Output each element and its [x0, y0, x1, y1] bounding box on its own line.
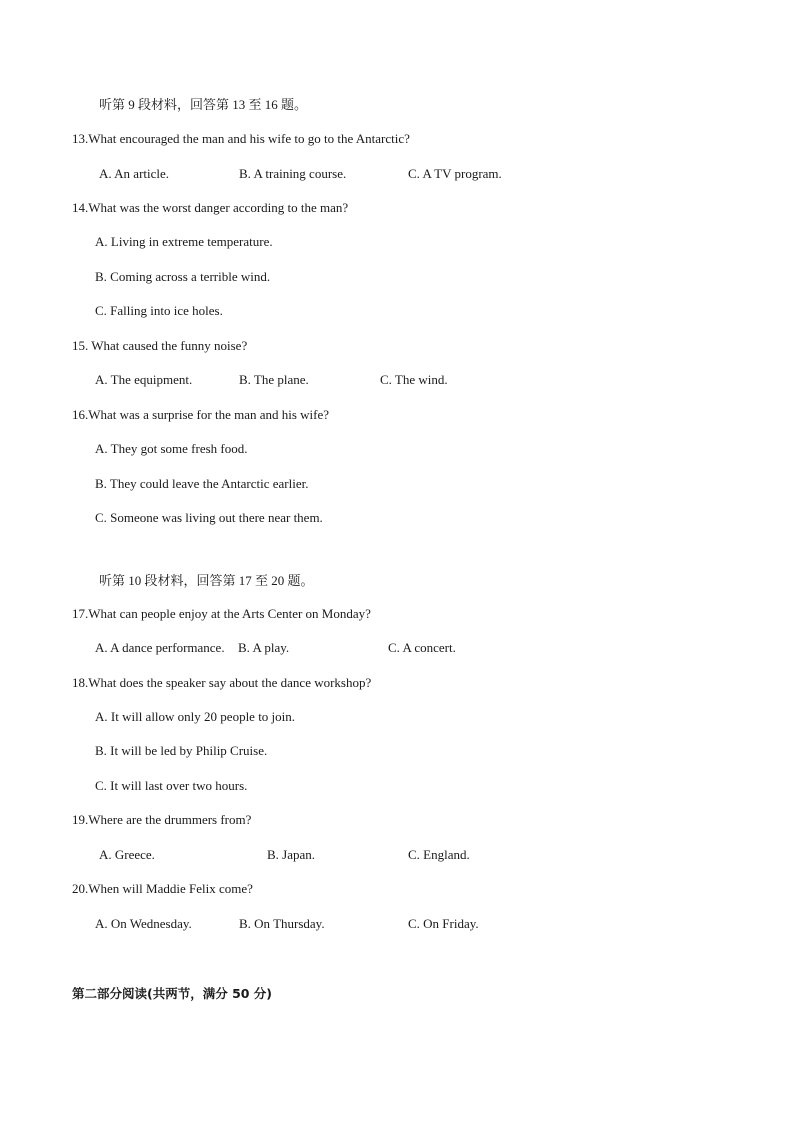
- option-13-a: A. An article.: [99, 166, 170, 181]
- option-14-a: A. Living in extreme temperature.: [95, 234, 273, 249]
- option-13-b: B. A training course.: [239, 166, 347, 181]
- question-13: 13.What encouraged the man and his wife to go to the Antarctic?: [72, 131, 410, 146]
- question-18: 18.What does the speaker say about the dance workshop?: [72, 675, 372, 690]
- option-13-c: C. A TV program.: [408, 166, 502, 181]
- option-16-a: A. They got some fresh food.: [95, 441, 248, 456]
- option-16-b: B. They could leave the Antarctic earlier.: [95, 476, 309, 491]
- option-14-b: B. Coming across a terrible wind.: [95, 269, 271, 284]
- question-17: 17.What can people enjoy at the Arts Center on Monday?: [72, 606, 371, 621]
- option-18-b: B. It will be led by Philip Cruise.: [95, 743, 268, 758]
- option-20-b: B. On Thursday.: [239, 916, 325, 931]
- question-16: 16.What was a surprise for the man and his wife?: [72, 407, 330, 422]
- option-19-c: C. England.: [408, 847, 470, 862]
- option-20-c: C. On Friday.: [408, 916, 479, 931]
- option-18-a: A. It will allow only 20 people to join.: [95, 709, 296, 724]
- option-17-c: C. A concert.: [388, 640, 456, 655]
- option-15-c: C. The wind.: [380, 372, 448, 387]
- question-19: 19.Where are the drummers from?: [72, 812, 252, 827]
- option-17-a: A. A dance performance.: [95, 640, 225, 655]
- question-15: 15. What caused the funny noise?: [72, 338, 248, 353]
- option-18-c: C. It will last over two hours.: [95, 778, 248, 793]
- question-20: 20.When will Maddie Felix come?: [72, 881, 253, 896]
- option-20-a: A. On Wednesday.: [95, 916, 192, 931]
- option-17-b: B. A play.: [238, 640, 290, 655]
- question-14: 14.What was the worst danger according to the man?: [72, 200, 349, 215]
- section-instruction: 听第 10 段材料，回答第 17 至 20 题。: [99, 573, 314, 588]
- option-15-a: A. The equipment.: [95, 372, 193, 387]
- option-15-b: B. The plane.: [239, 372, 309, 387]
- option-14-c: C. Falling into ice holes.: [95, 303, 223, 318]
- option-16-c: C. Someone was living out there near them.: [95, 510, 323, 525]
- part-heading: 第二部分阅读(共两节，满分 50 分): [72, 986, 273, 1001]
- option-19-a: A. Greece.: [99, 847, 155, 862]
- option-19-b: B. Japan.: [267, 847, 316, 862]
- section-instruction: 听第 9 段材料，回答第 13 至 16 题。: [99, 97, 308, 112]
